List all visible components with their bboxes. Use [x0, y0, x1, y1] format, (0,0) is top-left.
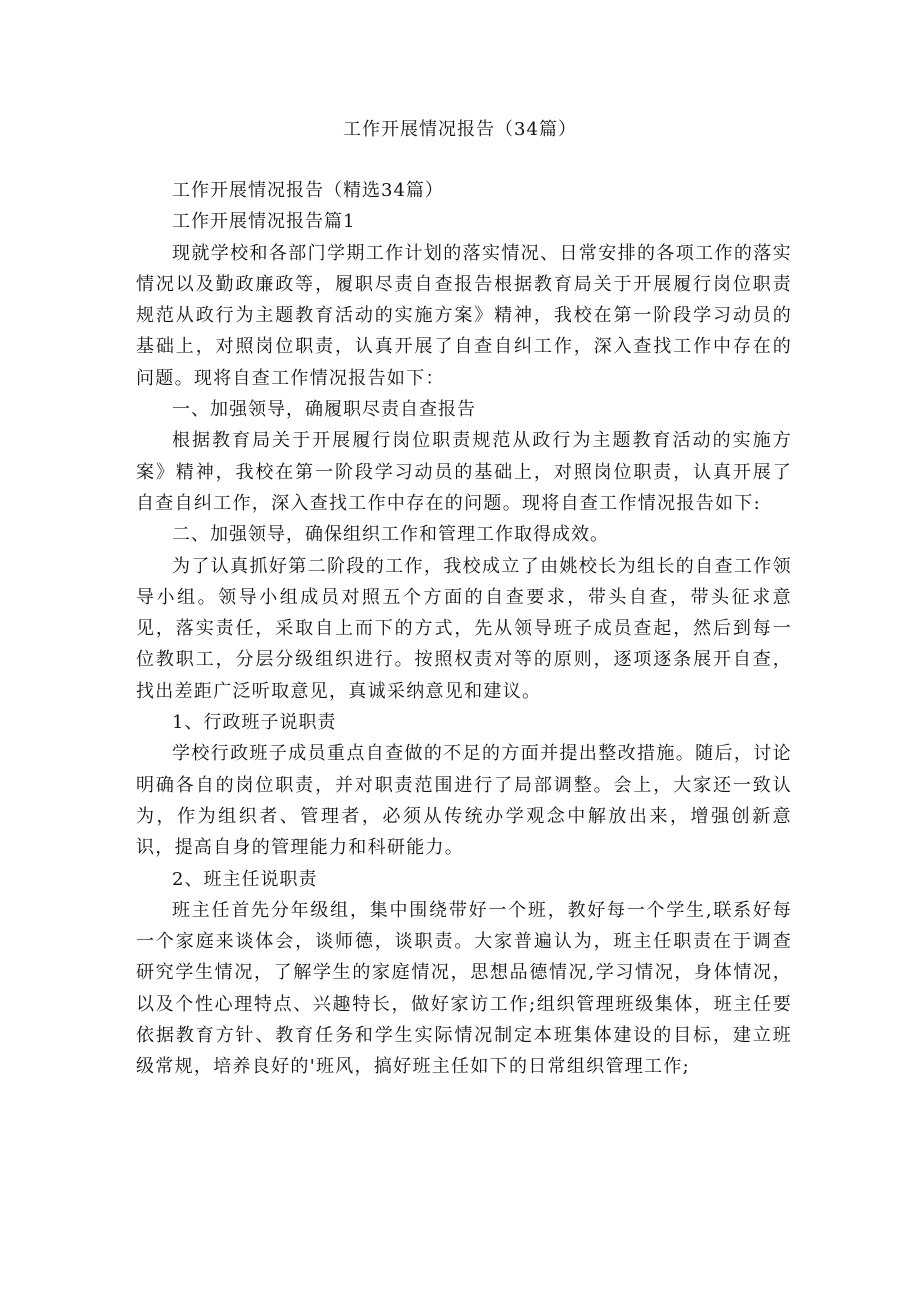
section-title: 工作开展情况报告篇1	[172, 211, 356, 233]
heading-1: 一、加强领导，确履职尽责自查报告	[172, 399, 476, 421]
document-title: 工作开展情况报告（34篇）	[343, 119, 577, 140]
paragraph: 学校行政班子成员重点自查做的不足的方面并提出整改措施。随后，讨论明确各自的岗位职责，并对职责范围进行了局部调整。会上，大家还一致认为，作为组织者、管理者，必须从传统办学观念中解放出来，增强创新意识，提高自身的管理能力和科研能力。	[136, 743, 792, 859]
paragraph: 根据教育局关于开展履行岗位职责规范从政行为主题教育活动的实施方案》精神，我校在第一阶段学习动员的基础上，对照岗位职责，认真开展了自查自纠工作，深入查找工作中存在的问题。现将自查工作情况报告如下:	[136, 430, 792, 514]
paragraph: 为了认真抓好第二阶段的工作，我校成立了由姚校长为组长的自查工作领导小组。领导小组成员对照五个方面的自查要求，带头自查，带头征求意见，落实责任，采取自上而下的方式，先从领导班子成员查起，然后到每一位教职工，分层分级组织进行。按照权责对等的原则，逐项逐条展开自查，找出差距广泛听取意见，真诚采纳意见和建议。	[136, 555, 792, 702]
heading-2: 二、加强领导，确保组织工作和管理工作取得成效。	[172, 524, 609, 546]
subheading-2: 2、班主任说职责	[172, 868, 318, 890]
paragraph: 现就学校和各部门学期工作计划的落实情况、日常安排的各项工作的落实情况以及勤政廉政等，履职尽责自查报告根据教育局关于开展履行岗位职责规范从政行为主题教育活动的实施方案》精神，我校在第一阶段学习动员的基础上，对照岗位职责，认真开展了自查自纠工作，深入查找工作中存在的问题。现将自查工作情况报告如下：	[136, 242, 792, 389]
document-body	[136, 175, 792, 1083]
document-subtitle: 工作开展情况报告（精选34篇）	[172, 180, 444, 201]
subheading-1: 1、行政班子说职责	[172, 712, 337, 734]
paragraph: 班主任首先分年级组，集中围绕带好一个班，教好每一个学生,联系好每一个家庭来谈体会，谈师德，谈职责。大家普遍认为，班主任职责在于调查研究学生情况，了解学生的家庭情况，思想品德情况,学习情况，身体情况，以及个性心理特点、兴趣特长，做好家访工作;组织管理班级集体，班主任要依据教育方针、教育任务和学生实际情况制定本班集体建设的目标，建立班级常规，培养良好的'班风，搞好班主任如下的日常组织管理工作;	[136, 899, 792, 1078]
